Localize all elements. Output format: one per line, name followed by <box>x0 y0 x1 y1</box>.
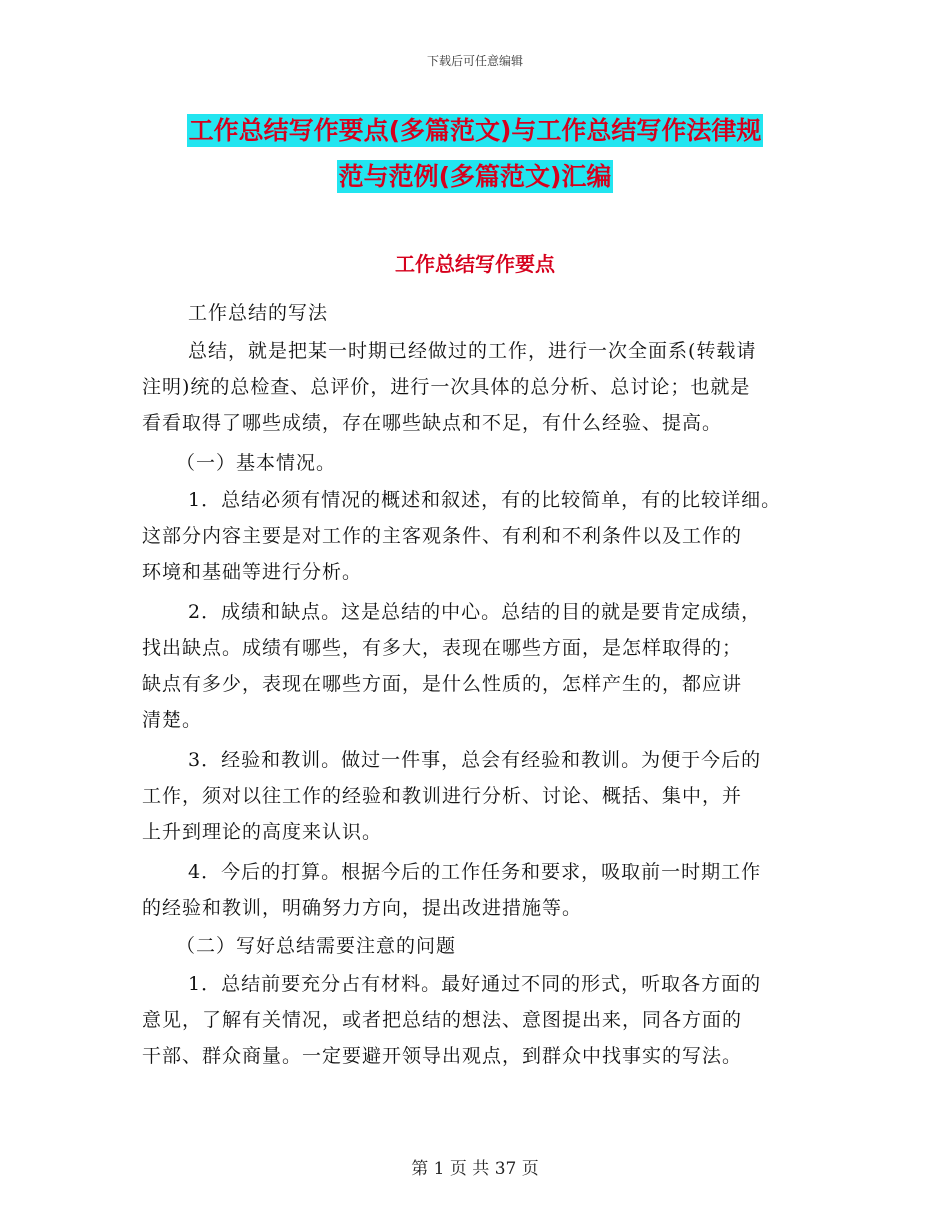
body-line: 工作总结的写法 <box>188 302 329 324</box>
document-title-line-1 <box>0 111 950 147</box>
body-line: 注明)统的总检查、总评价，进行一次具体的总分析、总讨论；也就是 <box>142 376 751 398</box>
body-line: 的经验和教训，明确努力方向，提出改进措施等。 <box>142 897 583 919</box>
body-line: 干部、群众商量。一定要避开领导出观点，到群众中找事实的写法。 <box>142 1045 743 1067</box>
body-line: 环境和基础等进行分析。 <box>142 561 363 583</box>
page-footer: 第 1 页 共 37 页 <box>411 1159 539 1179</box>
body-line: 意见，了解有关情况，或者把总结的想法、意图提出来，同各方面的 <box>142 1009 743 1031</box>
body-line: 缺点有多少，表现在哪些方面，是什么性质的，怎样产生的，都应讲 <box>142 673 743 695</box>
body-line: （二）写好总结需要注意的问题 <box>176 935 457 957</box>
document-title-text-2: 范与范例(多篇范文)汇编 <box>338 162 612 191</box>
document-title-text-1: 工作总结写作要点(多篇范文)与工作总结写作法律规 <box>188 116 762 145</box>
body-line: 1．总结前要充分占有材料。最好通过不同的形式，听取各方面的 <box>188 973 762 995</box>
body-line: 3．经验和教训。做过一件事，总会有经验和教训。为便于今后的 <box>188 749 762 771</box>
body-line: 清楚。 <box>142 709 203 731</box>
body-line: 工作，须对以往工作的经验和教训进行分析、讨论、概括、集中，并 <box>142 785 743 807</box>
body-line: 2．成绩和缺点。这是总结的中心。总结的目的就是要肯定成绩， <box>188 601 762 623</box>
section-heading: 工作总结写作要点 <box>395 252 555 276</box>
body-line: 4．今后的打算。根据今后的工作任务和要求，吸取前一时期工作 <box>188 861 762 883</box>
body-line: 总结，就是把某一时期已经做过的工作，进行一次全面系(转载请 <box>188 340 757 362</box>
document-title-line-2 <box>0 157 950 193</box>
body-line: 上升到理论的高度来认识。 <box>142 821 383 843</box>
body-line: 找出缺点。成绩有哪些，有多大，表现在哪些方面，是怎样取得的； <box>142 637 743 659</box>
body-line: 这部分内容主要是对工作的主客观条件、有利和不利条件以及工作的 <box>142 525 743 547</box>
body-line: 1．总结必须有情况的概述和叙述，有的比较简单，有的比较详细。 <box>188 489 782 511</box>
body-line: （一）基本情况。 <box>176 452 337 474</box>
body-line: 看看取得了哪些成绩，存在哪些缺点和不足，有什么经验、提高。 <box>142 412 723 434</box>
header-note: 下载后可任意编辑 <box>426 54 523 68</box>
